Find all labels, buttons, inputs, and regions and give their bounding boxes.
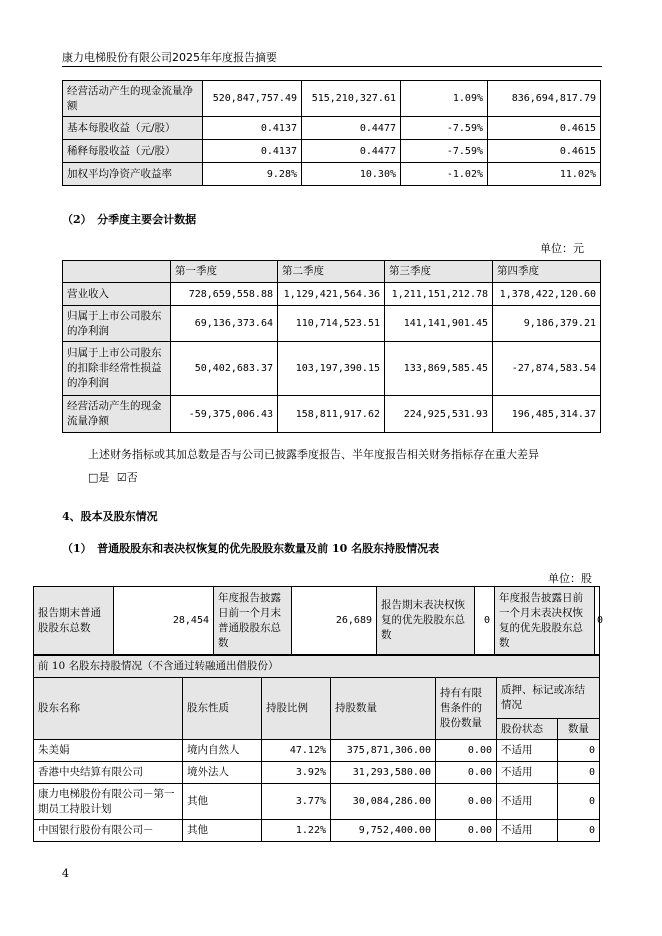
summary-value: 28,454 [114, 587, 214, 655]
table-row [34, 784, 600, 820]
row-label: 经营活动产生的现金流量净额 [63, 396, 171, 433]
shareholder-qty: 31,293,580.00 [331, 762, 436, 784]
page-number: 4 [62, 867, 69, 880]
cell-value: 520,847,757.49 [203, 81, 302, 117]
shareholder-name: 朱美娟 [34, 740, 183, 762]
main-financial-table [62, 80, 601, 186]
cell-value: 836,694,817.79 [488, 81, 601, 117]
column-header: 第三季度 [385, 261, 493, 283]
summary-value: 26,689 [292, 587, 377, 655]
cell-value: 9,186,379.21 [493, 306, 601, 342]
column-header: 第四季度 [493, 261, 601, 283]
header-divider [62, 66, 602, 67]
cell-value: 103,197,390.15 [278, 342, 385, 396]
share-status: 不适用 [497, 784, 558, 820]
cell-value: -7.59% [401, 117, 488, 140]
no-checkbox[interactable]: ☑否 [116, 471, 138, 484]
unit-label: 单位：元 [540, 242, 584, 255]
row-label: 归属于上市公司股东的扣除非经常性损益的净利润 [63, 342, 171, 396]
table-row [34, 820, 600, 842]
section-title-shareholders: 4、股本及股东情况 [62, 510, 158, 523]
summary-label: 年度报告披露日前一个月末表决权恢复的优先股股东总数 [495, 587, 595, 655]
unit-label-shares: 单位：股 [548, 572, 592, 585]
column-header: 持股比例 [262, 678, 331, 740]
share-count: 0 [558, 740, 600, 762]
share-status: 不适用 [497, 740, 558, 762]
yes-checkbox[interactable]: □是 [88, 471, 110, 484]
table-row [34, 740, 600, 762]
cell-value: 1,378,422,120.60 [493, 283, 601, 306]
share-count: 0 [558, 762, 600, 784]
cell-value: 728,659,558.88 [171, 283, 278, 306]
cell-value: 0.4477 [302, 140, 401, 163]
shareholder-ratio: 47.12% [262, 740, 331, 762]
cell-value: 133,869,585.45 [385, 342, 493, 396]
cell-value: 10.30% [302, 163, 401, 186]
cell-value: 0.4137 [203, 140, 302, 163]
section-title-quarterly: （2） 分季度主要会计数据 [62, 213, 197, 226]
summary-value: 0 [595, 587, 600, 655]
cell-value: 110,714,523.51 [278, 306, 385, 342]
cell-value: 0.4615 [488, 140, 601, 163]
shareholder-ratio: 3.92% [262, 762, 331, 784]
table-row [63, 163, 601, 186]
summary-label: 报告期末普通股股东总数 [34, 587, 114, 655]
cell-value: 50,402,683.37 [171, 342, 278, 396]
summary-value: 0 [475, 587, 495, 655]
cell-value: 9.28% [203, 163, 302, 186]
section-subtitle-top10: （1） 普通股股东和表决权恢复的优先股股东数量及前 10 名股东持股情况表 [62, 542, 440, 555]
cell-value: 515,210,327.61 [302, 81, 401, 117]
column-header: 持股数量 [331, 678, 436, 740]
share-count: 0 [558, 820, 600, 842]
shareholder-restricted: 0.00 [436, 820, 497, 842]
cell-value: 1.09% [401, 81, 488, 117]
column-header: 持有有限售条件的股份数量 [436, 678, 497, 740]
shareholder-restricted: 0.00 [436, 740, 497, 762]
shareholder-nature: 境外法人 [183, 762, 262, 784]
row-label: 稀释每股收益（元/股） [63, 140, 203, 163]
column-header: 股东性质 [183, 678, 262, 740]
table-row [63, 306, 601, 342]
row-label: 经营活动产生的现金流量净额 [63, 81, 203, 117]
table-header-row [63, 261, 601, 283]
table-row [63, 81, 601, 117]
column-header: 第二季度 [278, 261, 385, 283]
cell-value: 0.4477 [302, 117, 401, 140]
document-header: 康力电梯股份有限公司2025年年度报告摘要 [62, 51, 277, 64]
top10-shareholders-table [33, 655, 600, 842]
table-row [63, 342, 601, 396]
difference-note: 上述财务指标或其加总数是否与公司已披露季度报告、半年度报告相关财务指标存在重大差异 [88, 448, 539, 461]
shareholder-ratio: 3.77% [262, 784, 331, 820]
cell-value: -1.02% [401, 163, 488, 186]
summary-row [34, 587, 600, 655]
cell-value: 0.4137 [203, 117, 302, 140]
shareholder-restricted: 0.00 [436, 784, 497, 820]
share-count: 0 [558, 784, 600, 820]
table-row [63, 140, 601, 163]
summary-label: 年度报告披露日前一个月末普通股股东总数 [214, 587, 292, 655]
cell-value: 141,141,901.45 [385, 306, 493, 342]
table-row [63, 117, 601, 140]
shareholder-restricted: 0.00 [436, 762, 497, 784]
cell-value: 1,211,151,212.78 [385, 283, 493, 306]
shareholder-summary-table [33, 586, 604, 655]
top10-title-row [34, 656, 600, 678]
cell-value: 158,811,917.62 [278, 396, 385, 433]
cell-value: 11.02% [488, 163, 601, 186]
shareholder-name: 中国银行股份有限公司－ [34, 820, 183, 842]
row-label: 营业收入 [63, 283, 171, 306]
column-header: 股东名称 [34, 678, 183, 740]
shareholder-qty: 9,752,400.00 [331, 820, 436, 842]
share-status: 不适用 [497, 820, 558, 842]
shareholder-qty: 30,084,286.00 [331, 784, 436, 820]
shareholder-qty: 375,871,306.00 [331, 740, 436, 762]
cell-value: 224,925,531.93 [385, 396, 493, 433]
table-row [63, 396, 601, 433]
top10-title: 前 10 名股东持股情况（不含通过转融通出借股份） [34, 656, 600, 678]
quarterly-table [62, 260, 601, 433]
cell-value: 0.4615 [488, 117, 601, 140]
cell-value: 1,129,421,564.36 [278, 283, 385, 306]
table-header-row [34, 678, 600, 719]
column-header: 股份状态 [497, 719, 558, 740]
row-label: 归属于上市公司股东的净利润 [63, 306, 171, 342]
column-header: 第一季度 [171, 261, 278, 283]
cell-value: -59,375,006.43 [171, 396, 278, 433]
shareholder-name: 香港中央结算有限公司 [34, 762, 183, 784]
summary-label: 报告期末表决权恢复的优先股股东总数 [377, 587, 475, 655]
column-header: 质押、标记或冻结情况 [497, 678, 600, 719]
shareholder-nature: 其他 [183, 784, 262, 820]
row-label: 基本每股收益（元/股） [63, 117, 203, 140]
table-row [63, 283, 601, 306]
shareholder-ratio: 1.22% [262, 820, 331, 842]
cell-value: 69,136,373.64 [171, 306, 278, 342]
cell-value: 196,485,314.37 [493, 396, 601, 433]
shareholder-nature: 其他 [183, 820, 262, 842]
share-status: 不适用 [497, 762, 558, 784]
row-label: 加权平均净资产收益率 [63, 163, 203, 186]
shareholder-name: 康力电梯股份有限公司－第一期员工持股计划 [34, 784, 183, 820]
cell-value: -27,874,583.54 [493, 342, 601, 396]
cell-value: -7.59% [401, 140, 488, 163]
column-header: 数量 [558, 719, 600, 740]
table-row [34, 762, 600, 784]
shareholder-nature: 境内自然人 [183, 740, 262, 762]
